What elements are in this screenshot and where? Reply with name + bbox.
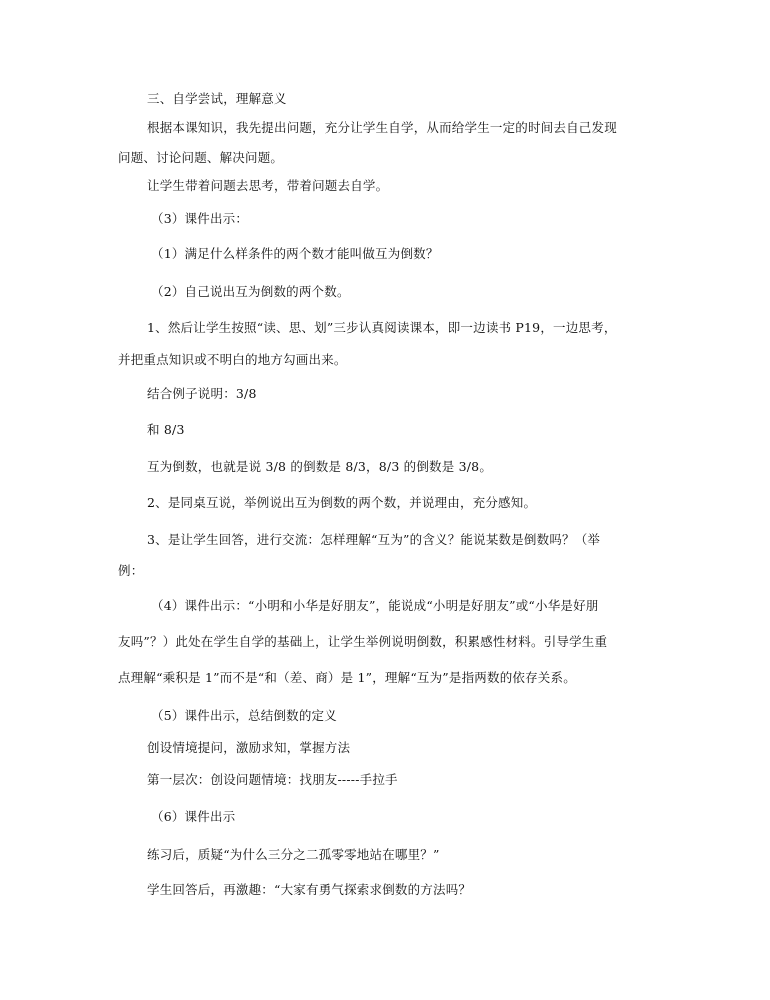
paragraph-line: 练习后，质疑“为什么三分之二孤零零地站在哪里？” [147, 847, 440, 862]
paragraph-line: 学生回答后，再激趣：“大家有勇气探索求倒数的方法吗？ [147, 882, 472, 897]
list-item: （5）课件出示，总结倒数的定义 [151, 708, 337, 723]
paragraph-line: 根据本课知识，我先提出问题，充分让学生自学，从而给学生一定的时间去自己发现 [147, 120, 617, 135]
list-item: （3）课件出示： [151, 211, 249, 226]
list-item: （6）课件出示 [151, 809, 236, 824]
paragraph-line: 并把重点知识或不明白的地方勾画出来。 [118, 352, 347, 367]
paragraph-line: 2、是同桌互说，举例说出互为倒数的两个数，并说理由，充分感知。 [147, 495, 537, 510]
paragraph-line: 3、是让学生回答，进行交流：怎样理解“互为”的含义？能说某数是倒数吗？（举 [147, 532, 601, 547]
paragraph-line: 创设情境提问，激励求知，掌握方法 [147, 740, 351, 755]
paragraph-line: 点理解“乘积是 1”而不是“和（差、商）是 1”，理解“互为”是指两数的依存关系。 [118, 670, 576, 685]
section-heading: 三、自学尝试，理解意义 [147, 91, 287, 106]
paragraph-line: 互为倒数，也就是说 3/8 的倒数是 8/3，8/3 的倒数是 3/8。 [147, 459, 493, 474]
paragraph-line: 让学生带着问题去思考，带着问题去自学。 [147, 178, 389, 193]
paragraph-line: 1、然后让学生按照“读、思、划”三步认真阅读课本，即一边读书 P19，一边思考， [147, 320, 617, 335]
paragraph-line: 第一层次：创设问题情境：找朋友-----手拉手 [147, 772, 398, 787]
paragraph-line: 问题、讨论问题、解决问题。 [118, 150, 284, 165]
list-item: （2）自己说出互为倒数的两个数。 [151, 284, 350, 299]
list-item: （4）课件出示：“小明和小华是好朋友”，能说成“小明是好朋友”或“小华是好朋 [151, 598, 599, 613]
paragraph-line: 和 8/3 [147, 422, 185, 437]
list-item: （1）满足什么样条件的两个数才能叫做互为倒数？ [151, 246, 439, 261]
paragraph-line: 结合例子说明：3/8 [147, 386, 257, 401]
paragraph-line: 例： [118, 563, 144, 578]
paragraph-line: 友吗”？）此处在学生自学的基础上，让学生举例说明倒数，积累感性材料。引导学生重 [118, 634, 608, 649]
